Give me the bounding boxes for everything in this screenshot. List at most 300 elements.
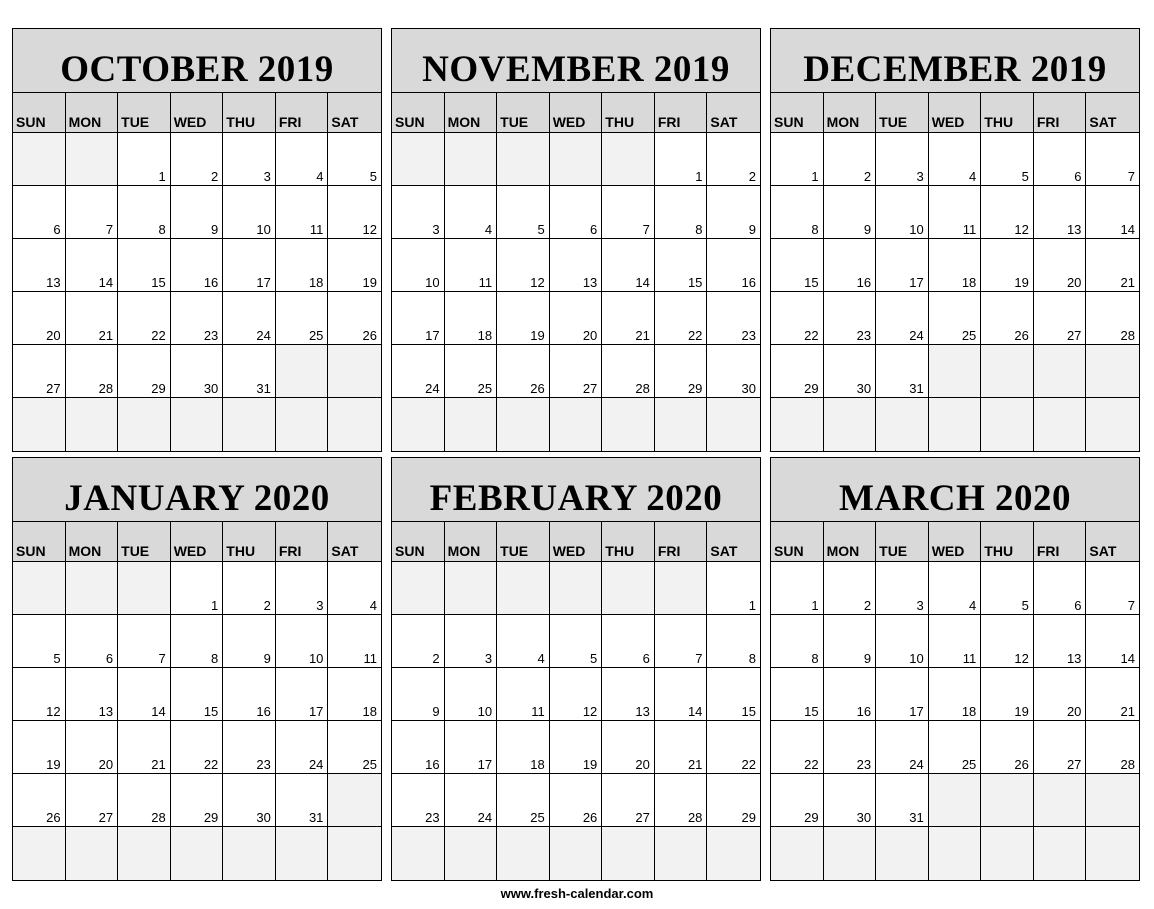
day-cell bbox=[824, 668, 877, 721]
month-title: MARCH 2020 bbox=[771, 458, 1139, 522]
day-cell bbox=[981, 562, 1034, 615]
day-cell bbox=[824, 239, 877, 292]
empty-cell bbox=[66, 398, 119, 451]
month-calendar bbox=[12, 457, 382, 881]
day-cell bbox=[707, 292, 760, 345]
empty-cell bbox=[824, 827, 877, 880]
weekday-header: FRI bbox=[655, 93, 708, 133]
day-cell bbox=[392, 186, 445, 239]
day-number: 25 bbox=[961, 757, 977, 772]
empty-cell bbox=[392, 133, 445, 186]
day-cell bbox=[929, 721, 982, 774]
empty-cell bbox=[707, 827, 760, 880]
empty-cell bbox=[602, 398, 655, 451]
day-cell bbox=[876, 774, 929, 827]
weekday-header: TUE bbox=[118, 522, 171, 562]
day-number: 22 bbox=[804, 328, 819, 343]
month-calendar bbox=[391, 28, 761, 452]
day-cell bbox=[13, 721, 66, 774]
empty-cell bbox=[550, 133, 603, 186]
day-number: 24 bbox=[477, 810, 493, 825]
empty-cell bbox=[981, 345, 1034, 398]
day-cell bbox=[550, 292, 603, 345]
day-cell bbox=[328, 239, 381, 292]
day-cell bbox=[276, 721, 329, 774]
month-title: NOVEMBER 2019 bbox=[392, 29, 760, 93]
calendar-grid bbox=[13, 522, 381, 880]
day-number: 1 bbox=[811, 598, 819, 613]
day-cell bbox=[66, 721, 119, 774]
day-number: 1 bbox=[158, 169, 166, 184]
day-cell bbox=[171, 186, 224, 239]
day-cell bbox=[497, 186, 550, 239]
empty-cell bbox=[602, 562, 655, 615]
weekday-header: THU bbox=[981, 522, 1034, 562]
empty-cell bbox=[497, 133, 550, 186]
day-cell bbox=[171, 562, 224, 615]
day-number: 2 bbox=[863, 598, 872, 613]
day-cell bbox=[223, 668, 276, 721]
day-cell bbox=[1034, 668, 1087, 721]
day-number: 24 bbox=[425, 381, 440, 396]
day-number: 14 bbox=[687, 704, 703, 719]
day-cell bbox=[1086, 239, 1139, 292]
day-number: 21 bbox=[98, 328, 114, 343]
day-cell bbox=[392, 239, 445, 292]
empty-cell bbox=[66, 562, 119, 615]
day-cell bbox=[118, 186, 171, 239]
day-number: 15 bbox=[741, 704, 756, 719]
day-number: 24 bbox=[909, 328, 924, 343]
day-number: 8 bbox=[811, 651, 819, 666]
day-number: 29 bbox=[203, 810, 219, 825]
empty-cell bbox=[171, 827, 224, 880]
day-number: 13 bbox=[1066, 651, 1082, 666]
day-number: 2 bbox=[863, 169, 872, 184]
day-cell bbox=[1086, 615, 1139, 668]
day-number: 19 bbox=[46, 757, 61, 772]
day-cell bbox=[66, 615, 119, 668]
day-cell bbox=[13, 774, 66, 827]
weekday-header: SAT bbox=[707, 93, 760, 133]
day-number: 5 bbox=[590, 651, 598, 666]
day-cell bbox=[876, 668, 929, 721]
day-cell bbox=[876, 345, 929, 398]
day-number: 5 bbox=[369, 169, 377, 184]
day-cell bbox=[445, 721, 498, 774]
day-cell bbox=[276, 668, 329, 721]
day-cell bbox=[445, 239, 498, 292]
day-number: 13 bbox=[1066, 222, 1082, 237]
day-cell bbox=[118, 721, 171, 774]
empty-cell bbox=[445, 133, 498, 186]
empty-cell bbox=[392, 562, 445, 615]
day-cell bbox=[13, 186, 66, 239]
empty-cell bbox=[981, 774, 1034, 827]
day-number: 3 bbox=[916, 169, 924, 184]
weekday-header: THU bbox=[223, 93, 276, 133]
day-number: 18 bbox=[530, 757, 545, 772]
day-number: 29 bbox=[804, 381, 819, 396]
day-cell bbox=[328, 186, 381, 239]
empty-cell bbox=[771, 398, 824, 451]
weekday-header: TUE bbox=[497, 93, 550, 133]
day-number: 15 bbox=[804, 275, 819, 290]
empty-cell bbox=[118, 398, 171, 451]
empty-cell bbox=[550, 398, 603, 451]
day-cell bbox=[824, 186, 877, 239]
day-number: 16 bbox=[203, 275, 219, 290]
day-number: 10 bbox=[308, 651, 324, 666]
day-number: 20 bbox=[635, 757, 650, 772]
empty-cell bbox=[223, 827, 276, 880]
day-cell bbox=[497, 721, 550, 774]
day-number: 2 bbox=[748, 169, 756, 184]
day-number: 21 bbox=[151, 757, 166, 772]
month-calendar bbox=[12, 28, 382, 452]
day-cell bbox=[118, 774, 171, 827]
day-number: 28 bbox=[151, 810, 166, 825]
day-cell bbox=[497, 292, 550, 345]
day-number: 23 bbox=[256, 757, 271, 772]
day-number: 3 bbox=[316, 598, 324, 613]
empty-cell bbox=[929, 398, 982, 451]
day-cell bbox=[707, 345, 760, 398]
month-title: FEBRUARY 2020 bbox=[392, 458, 760, 522]
day-number: 6 bbox=[1074, 598, 1082, 613]
day-number: 20 bbox=[1066, 704, 1082, 719]
day-cell bbox=[328, 668, 381, 721]
day-cell bbox=[118, 668, 171, 721]
weekday-header: MON bbox=[445, 93, 498, 133]
day-cell bbox=[223, 186, 276, 239]
day-number: 5 bbox=[537, 222, 545, 237]
day-number: 19 bbox=[362, 275, 377, 290]
weekday-header: MON bbox=[824, 93, 877, 133]
day-number: 29 bbox=[741, 810, 756, 825]
day-number: 9 bbox=[748, 222, 756, 237]
day-cell bbox=[981, 668, 1034, 721]
empty-cell bbox=[1034, 827, 1087, 880]
day-number: 21 bbox=[1120, 275, 1135, 290]
day-number: 12 bbox=[1014, 651, 1029, 666]
empty-cell bbox=[445, 562, 498, 615]
day-number: 26 bbox=[46, 810, 61, 825]
day-number: 6 bbox=[1074, 169, 1082, 184]
day-cell bbox=[824, 292, 877, 345]
day-cell bbox=[171, 292, 224, 345]
day-number: 8 bbox=[748, 651, 756, 666]
day-cell bbox=[13, 239, 66, 292]
day-number: 5 bbox=[1021, 169, 1029, 184]
weekday-header: TUE bbox=[876, 93, 929, 133]
day-number: 1 bbox=[211, 598, 219, 613]
day-number: 27 bbox=[582, 381, 598, 396]
day-number: 29 bbox=[804, 810, 819, 825]
day-cell bbox=[655, 186, 708, 239]
weekday-header: FRI bbox=[1034, 93, 1087, 133]
day-cell bbox=[66, 292, 119, 345]
day-number: 10 bbox=[909, 222, 924, 237]
day-number: 22 bbox=[687, 328, 703, 343]
day-number: 27 bbox=[635, 810, 650, 825]
day-number: 27 bbox=[46, 381, 61, 396]
empty-cell bbox=[13, 562, 66, 615]
day-number: 16 bbox=[856, 704, 872, 719]
empty-cell bbox=[497, 562, 550, 615]
calendar-grid bbox=[13, 93, 381, 451]
empty-cell bbox=[824, 398, 877, 451]
day-number: 15 bbox=[151, 275, 166, 290]
day-number: 18 bbox=[961, 704, 977, 719]
day-number: 11 bbox=[962, 222, 977, 237]
day-cell bbox=[771, 562, 824, 615]
day-number: 12 bbox=[362, 222, 377, 237]
day-cell bbox=[66, 774, 119, 827]
day-number: 14 bbox=[151, 704, 166, 719]
day-number: 8 bbox=[695, 222, 703, 237]
day-cell bbox=[392, 721, 445, 774]
day-cell bbox=[171, 668, 224, 721]
weekday-header: MON bbox=[445, 522, 498, 562]
weekday-header: THU bbox=[602, 93, 655, 133]
weekday-header: FRI bbox=[276, 93, 329, 133]
day-cell bbox=[1086, 133, 1139, 186]
day-cell bbox=[876, 292, 929, 345]
day-cell bbox=[929, 186, 982, 239]
day-number: 7 bbox=[1127, 169, 1135, 184]
day-number: 9 bbox=[432, 704, 440, 719]
day-number: 10 bbox=[477, 704, 493, 719]
day-number: 23 bbox=[203, 328, 219, 343]
empty-cell bbox=[445, 398, 498, 451]
day-cell bbox=[171, 774, 224, 827]
empty-cell bbox=[276, 827, 329, 880]
day-cell bbox=[118, 615, 171, 668]
day-number: 14 bbox=[1120, 651, 1135, 666]
day-number: 7 bbox=[158, 651, 166, 666]
empty-cell bbox=[929, 774, 982, 827]
weekday-header: TUE bbox=[497, 522, 550, 562]
day-number: 16 bbox=[741, 275, 756, 290]
weekday-header: SUN bbox=[13, 522, 66, 562]
day-cell bbox=[171, 345, 224, 398]
weekday-header: SUN bbox=[392, 522, 445, 562]
empty-cell bbox=[981, 398, 1034, 451]
day-cell bbox=[771, 186, 824, 239]
day-cell bbox=[1086, 562, 1139, 615]
day-number: 7 bbox=[642, 222, 650, 237]
day-number: 17 bbox=[256, 275, 271, 290]
day-cell bbox=[328, 615, 381, 668]
day-cell bbox=[392, 668, 445, 721]
day-number: 25 bbox=[308, 328, 324, 343]
day-cell bbox=[223, 239, 276, 292]
empty-cell bbox=[876, 398, 929, 451]
day-number: 13 bbox=[582, 275, 598, 290]
empty-cell bbox=[328, 345, 381, 398]
day-cell bbox=[929, 239, 982, 292]
day-number: 24 bbox=[308, 757, 324, 772]
month-title: OCTOBER 2019 bbox=[13, 29, 381, 93]
day-cell bbox=[550, 721, 603, 774]
empty-cell bbox=[550, 562, 603, 615]
day-cell bbox=[929, 668, 982, 721]
day-number: 27 bbox=[1066, 328, 1082, 343]
day-cell bbox=[328, 292, 381, 345]
day-number: 30 bbox=[856, 381, 872, 396]
day-number: 22 bbox=[741, 757, 756, 772]
day-number: 17 bbox=[909, 275, 924, 290]
day-cell bbox=[655, 615, 708, 668]
calendar-grid bbox=[392, 522, 760, 880]
empty-cell bbox=[13, 827, 66, 880]
day-number: 19 bbox=[1014, 275, 1029, 290]
day-cell bbox=[1086, 721, 1139, 774]
day-number: 14 bbox=[635, 275, 650, 290]
day-cell bbox=[602, 668, 655, 721]
empty-cell bbox=[13, 133, 66, 186]
day-number: 27 bbox=[1066, 757, 1082, 772]
weekday-header: THU bbox=[602, 522, 655, 562]
day-cell bbox=[550, 186, 603, 239]
day-cell bbox=[876, 615, 929, 668]
day-cell bbox=[171, 239, 224, 292]
weekday-header: FRI bbox=[1034, 522, 1087, 562]
empty-cell bbox=[771, 827, 824, 880]
day-cell bbox=[876, 562, 929, 615]
day-cell bbox=[1086, 668, 1139, 721]
day-cell bbox=[876, 186, 929, 239]
day-cell bbox=[771, 133, 824, 186]
day-number: 6 bbox=[53, 222, 61, 237]
weekday-header: SUN bbox=[771, 522, 824, 562]
day-number: 15 bbox=[804, 704, 819, 719]
day-cell bbox=[771, 345, 824, 398]
day-number: 12 bbox=[46, 704, 61, 719]
day-cell bbox=[13, 615, 66, 668]
day-number: 24 bbox=[909, 757, 924, 772]
empty-cell bbox=[392, 827, 445, 880]
empty-cell bbox=[1086, 345, 1139, 398]
day-number: 20 bbox=[46, 328, 61, 343]
empty-cell bbox=[66, 827, 119, 880]
day-cell bbox=[981, 721, 1034, 774]
day-cell bbox=[276, 239, 329, 292]
day-cell bbox=[707, 562, 760, 615]
empty-cell bbox=[929, 345, 982, 398]
day-cell bbox=[223, 292, 276, 345]
calendar-grid bbox=[771, 93, 1139, 451]
day-cell bbox=[876, 721, 929, 774]
day-number: 20 bbox=[582, 328, 598, 343]
day-cell bbox=[981, 239, 1034, 292]
day-cell bbox=[550, 345, 603, 398]
empty-cell bbox=[655, 827, 708, 880]
day-cell bbox=[602, 774, 655, 827]
day-number: 16 bbox=[856, 275, 872, 290]
day-number: 6 bbox=[590, 222, 598, 237]
day-cell bbox=[13, 345, 66, 398]
empty-cell bbox=[655, 562, 708, 615]
day-cell bbox=[223, 615, 276, 668]
day-number: 2 bbox=[263, 598, 271, 613]
day-number: 28 bbox=[1120, 757, 1135, 772]
day-number: 18 bbox=[961, 275, 977, 290]
weekday-header: SUN bbox=[771, 93, 824, 133]
day-number: 25 bbox=[477, 381, 493, 396]
day-number: 17 bbox=[477, 757, 493, 772]
day-number: 27 bbox=[98, 810, 114, 825]
day-cell bbox=[655, 668, 708, 721]
day-cell bbox=[66, 668, 119, 721]
day-number: 31 bbox=[909, 810, 924, 825]
day-cell bbox=[1086, 292, 1139, 345]
day-number: 26 bbox=[582, 810, 598, 825]
day-number: 11 bbox=[363, 651, 377, 666]
day-cell bbox=[171, 721, 224, 774]
month-calendar bbox=[770, 28, 1140, 452]
day-number: 3 bbox=[263, 169, 271, 184]
day-cell bbox=[876, 239, 929, 292]
day-cell bbox=[223, 774, 276, 827]
empty-cell bbox=[118, 562, 171, 615]
day-cell bbox=[929, 615, 982, 668]
day-cell bbox=[276, 186, 329, 239]
day-number: 21 bbox=[1120, 704, 1135, 719]
day-cell bbox=[1034, 186, 1087, 239]
empty-cell bbox=[328, 827, 381, 880]
weekday-header: SUN bbox=[13, 93, 66, 133]
day-cell bbox=[602, 186, 655, 239]
day-cell bbox=[707, 615, 760, 668]
empty-cell bbox=[1034, 345, 1087, 398]
day-number: 30 bbox=[856, 810, 872, 825]
empty-cell bbox=[445, 827, 498, 880]
day-number: 4 bbox=[969, 598, 977, 613]
day-cell bbox=[771, 774, 824, 827]
day-number: 3 bbox=[916, 598, 924, 613]
day-cell bbox=[824, 774, 877, 827]
day-number: 28 bbox=[635, 381, 650, 396]
day-cell bbox=[497, 615, 550, 668]
footer-url: www.fresh-calendar.com bbox=[500, 886, 654, 901]
empty-cell bbox=[328, 398, 381, 451]
weekday-header: FRI bbox=[655, 522, 708, 562]
empty-cell bbox=[1086, 827, 1139, 880]
weekday-header: THU bbox=[981, 93, 1034, 133]
day-number: 18 bbox=[477, 328, 493, 343]
day-cell bbox=[602, 721, 655, 774]
weekday-header: SAT bbox=[328, 93, 381, 133]
day-number: 9 bbox=[863, 651, 872, 666]
day-cell bbox=[445, 668, 498, 721]
calendar-grid bbox=[392, 93, 760, 451]
empty-cell bbox=[1086, 398, 1139, 451]
day-number: 19 bbox=[1014, 704, 1029, 719]
day-number: 3 bbox=[484, 651, 493, 666]
day-number: 10 bbox=[425, 275, 440, 290]
empty-cell bbox=[171, 398, 224, 451]
day-number: 24 bbox=[256, 328, 271, 343]
day-number: 18 bbox=[308, 275, 324, 290]
day-number: 7 bbox=[105, 222, 114, 237]
day-cell bbox=[276, 562, 329, 615]
day-number: 9 bbox=[863, 222, 872, 237]
day-number: 14 bbox=[1120, 222, 1135, 237]
day-cell bbox=[223, 562, 276, 615]
day-number: 4 bbox=[537, 651, 545, 666]
